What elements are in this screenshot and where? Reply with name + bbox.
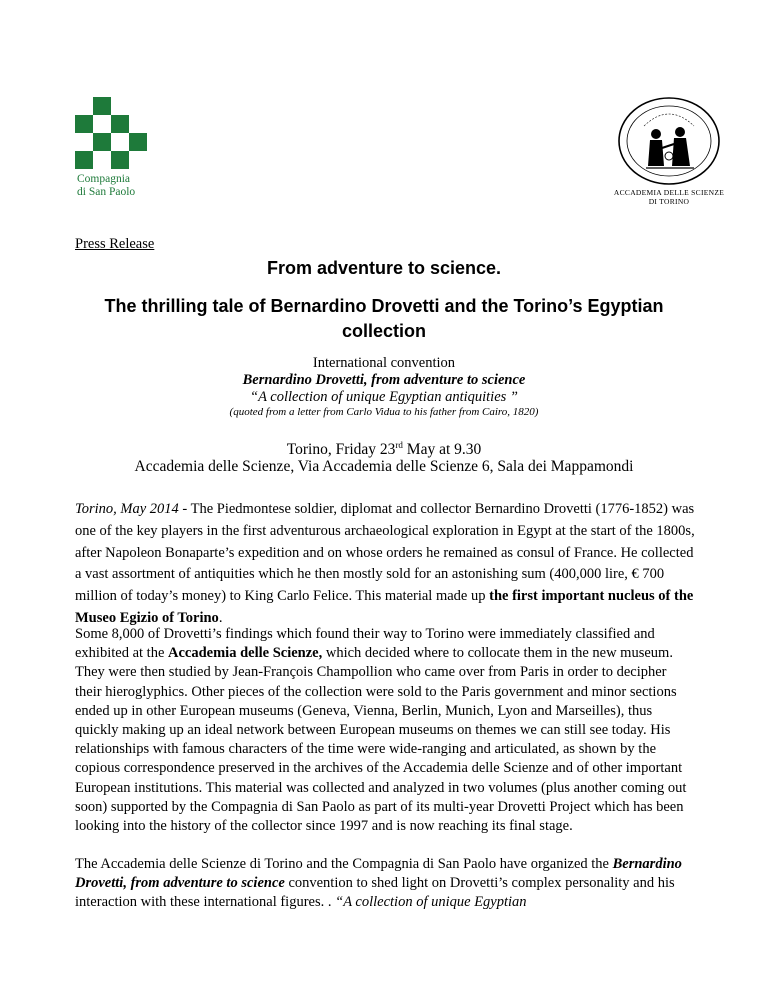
paragraph-text: convention to shed light on Drovetti’s complex personality and his interaction with these international figures. . xyxy=(75,875,675,910)
paragraph-text: Some 8,000 of Drovetti’s findings which found their way to Torino were immediately classified and exhibited at the xyxy=(75,626,655,662)
event-date xyxy=(75,440,693,459)
paragraph-emphasis: the first important nucleus of the Museo Egizio of Torino xyxy=(75,588,694,626)
headline-line2: The thrilling tale of Bernardino Drovetti and the Torino’s Egyptian xyxy=(104,296,664,316)
logo-square xyxy=(129,133,147,151)
logo-square xyxy=(111,151,129,169)
accademia-logo-line2: DI TORINO xyxy=(648,197,690,206)
logo-square xyxy=(75,115,93,133)
event-quote: “A collection of unique Egyptian antiquities ” xyxy=(250,389,518,405)
event-date-time: May at 9.30 xyxy=(402,441,482,459)
logo-square xyxy=(93,97,111,115)
event-quote-source: (quoted from a letter from Carlo Vidua to his father from Cairo, 1820) xyxy=(229,406,539,418)
body-paragraph-2 xyxy=(75,625,695,836)
compagnia-logo-line2: di San Paolo xyxy=(77,186,136,198)
compagnia-di-san-paolo-logo xyxy=(75,97,145,205)
event-name: Bernardino Drovetti, from adventure to science xyxy=(242,372,526,388)
paragraph-emphasis: Bernardino Drovetti, from adventure to science xyxy=(75,856,682,891)
paragraph-quote: “A collection of unique Egyptian xyxy=(335,894,527,910)
paragraph-text: The Accademia delle Scienze di Torino and the Compagnia di San Paolo have organized the xyxy=(75,856,613,872)
paragraph-text: - The Piedmontese soldier, diplomat and collector Bernardino Drovetti (1776-1852) was one of the key players in the first adventurous archaeological exploration in Egypt at the start of the 1800s, after Napoleon Bonaparte’s expedition and on whose orders he remained as consul of France. He collected a vast assortment of antiquities which he then mostly sold for an astonishing sum (400,000 lire, € 700 million of today’s money) to King Carlo Felice. This material made up xyxy=(75,501,695,605)
event-date-prefix: Torino, Friday 23 xyxy=(286,441,396,459)
logo-square xyxy=(111,115,129,133)
event-type: International convention xyxy=(312,355,456,371)
press-release-label: Press Release xyxy=(75,236,155,252)
dateline: Torino, May 2014 xyxy=(75,501,179,517)
compagnia-logo-text xyxy=(77,173,147,199)
paragraph-text: which decided where to collocate them in the new museum. They were then studied by Jean-François Champollion who came over from Paris in order to decipher their hieroglyphics. Other pieces of the collection were sold to the Paris government and minor sections ended up in other European museums (Geneva, Vienna, Berlin, Munich, Lyon and Marseilles), thus quickly making up an ideal network between European museums on themes we can still see today. His relationships with famous characters of the time were wide-ranging and articulated, as shown by the copious correspondence preserved in the archives of the Accademia delle Scienze and of other important European institutions. This material was collected and analyzed in two volumes (plus another coming out soon) supported by the Compagnia di San Paolo as part of its multi-year Drovetti Project which has been looking into the history of the collector since 1997 and is now reaching its final stage. xyxy=(75,645,687,835)
headline-line1: From adventure to science. xyxy=(266,258,502,278)
paragraph-emphasis: Accademia delle Scienze, xyxy=(168,645,323,662)
accademia-logo-line1: ACCADEMIA DELLE SCIENZE xyxy=(613,188,725,197)
headline-line3: collection xyxy=(341,321,426,341)
accademia-delle-scienze-logo xyxy=(594,96,744,206)
body-paragraph-3 xyxy=(75,855,695,912)
body-paragraph-1 xyxy=(75,499,695,630)
paragraph-text: . xyxy=(218,609,223,626)
event-venue: Accademia delle Scienze, Via Accademia delle Scienze 6, Sala dei Mappamondi xyxy=(134,458,634,475)
compagnia-logo-line1: Compagnia xyxy=(77,173,131,185)
accademia-seal-icon xyxy=(616,96,722,186)
event-date-suffix: rd xyxy=(395,440,403,450)
logo-square xyxy=(93,133,111,151)
logo-square xyxy=(75,151,93,169)
